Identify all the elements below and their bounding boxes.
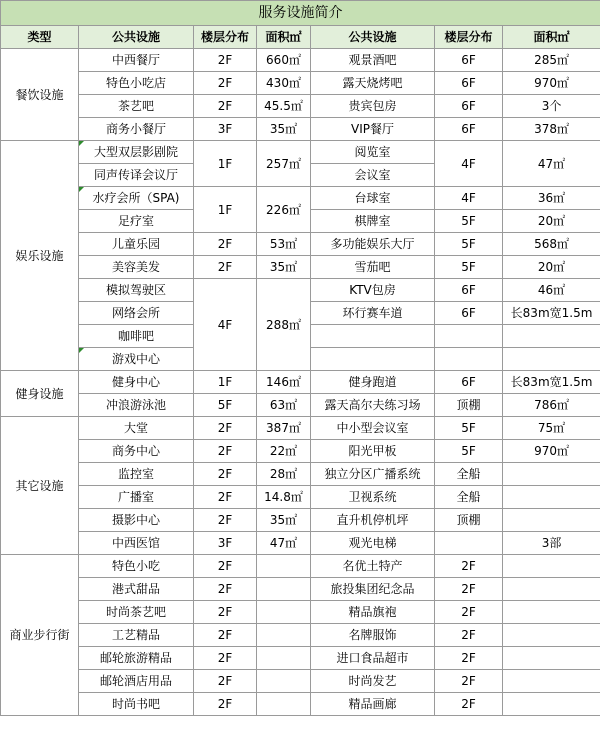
header-floor-right: 楼层分布 (435, 26, 503, 49)
floor-cell: 6F (435, 371, 503, 394)
floor-cell: 2F (194, 440, 257, 463)
area-cell (503, 509, 600, 532)
header-row (1, 26, 600, 49)
area-cell: 46㎡ (503, 279, 600, 302)
area-cell: 257㎡ (257, 141, 311, 187)
area-cell: 63㎡ (257, 394, 311, 417)
area-cell (257, 693, 311, 716)
area-cell: 36㎡ (503, 187, 600, 210)
table-row (1, 279, 600, 302)
facility-cell: 监控室 (79, 463, 194, 486)
area-cell (503, 624, 600, 647)
facility-cell: 广播室 (79, 486, 194, 509)
floor-cell: 4F (435, 141, 503, 187)
facility-cell: 进口食品超市 (311, 647, 435, 670)
facility-cell: 阅览室 (311, 141, 435, 164)
category-entertainment: 娱乐设施 (1, 141, 79, 371)
area-cell: 47㎡ (257, 532, 311, 555)
table-row (1, 532, 600, 555)
floor-cell: 5F (435, 210, 503, 233)
facility-cell: 冲浪游泳池 (79, 394, 194, 417)
facility-cell: 网络会所 (79, 302, 194, 325)
area-cell: 75㎡ (503, 417, 600, 440)
area-cell: 20㎡ (503, 210, 600, 233)
area-cell: 47㎡ (503, 141, 600, 187)
facility-cell: 水疗会所（SPA) (79, 187, 194, 210)
table-row (1, 141, 600, 164)
facility-cell (311, 325, 435, 348)
floor-cell: 2F (194, 95, 257, 118)
facility-cell: 邮轮酒店用品 (79, 670, 194, 693)
floor-cell: 1F (194, 371, 257, 394)
facility-cell: 台球室 (311, 187, 435, 210)
facility-cell: 环行赛车道 (311, 302, 435, 325)
table-row (1, 95, 600, 118)
floor-cell: 2F (194, 509, 257, 532)
floor-cell: 2F (194, 601, 257, 624)
table-row (1, 233, 600, 256)
floor-cell: 2F (194, 233, 257, 256)
floor-cell: 2F (194, 670, 257, 693)
area-cell: 14.8㎡ (257, 486, 311, 509)
facility-cell: KTV包房 (311, 279, 435, 302)
facility-cell: 棋牌室 (311, 210, 435, 233)
facility-cell: 大堂 (79, 417, 194, 440)
area-cell: 970㎡ (503, 440, 600, 463)
table-row (1, 486, 600, 509)
facility-cell: 摄影中心 (79, 509, 194, 532)
floor-cell: 5F (435, 440, 503, 463)
area-cell (257, 624, 311, 647)
area-cell (503, 693, 600, 716)
facility-cell: 时尚书吧 (79, 693, 194, 716)
floor-cell: 5F (435, 417, 503, 440)
area-cell: 568㎡ (503, 233, 600, 256)
table-row (1, 394, 600, 417)
area-cell (257, 670, 311, 693)
facility-cell: 中西医馆 (79, 532, 194, 555)
facility-cell: 足疗室 (79, 210, 194, 233)
facility-cell: 健身中心 (79, 371, 194, 394)
category-fitness: 健身设施 (1, 371, 79, 417)
table-row (1, 371, 600, 394)
floor-cell: 2F (194, 624, 257, 647)
area-cell: 660㎡ (257, 49, 311, 72)
floor-cell: 2F (435, 624, 503, 647)
table-title: 服务设施简介 (1, 1, 600, 26)
area-cell (503, 486, 600, 509)
area-cell: 146㎡ (257, 371, 311, 394)
table-row (1, 624, 600, 647)
facility-cell: 港式甜品 (79, 578, 194, 601)
header-area-left: 面积㎡ (257, 26, 311, 49)
facility-cell: 邮轮旅游精品 (79, 647, 194, 670)
facility-cell: 时尚茶艺吧 (79, 601, 194, 624)
floor-cell: 5F (435, 256, 503, 279)
facility-cell: 中西餐厅 (79, 49, 194, 72)
area-cell (503, 647, 600, 670)
table-row (1, 601, 600, 624)
area-cell (257, 601, 311, 624)
facility-cell: 卫视系统 (311, 486, 435, 509)
facility-cell: 多功能娱乐大厅 (311, 233, 435, 256)
table-row (1, 693, 600, 716)
facility-cell: 商务小餐厅 (79, 118, 194, 141)
area-cell (503, 555, 600, 578)
area-cell: 28㎡ (257, 463, 311, 486)
area-cell: 387㎡ (257, 417, 311, 440)
header-facility-right: 公共设施 (311, 26, 435, 49)
area-cell: 35㎡ (257, 509, 311, 532)
area-cell: 45.5㎡ (257, 95, 311, 118)
facility-cell: 美容美发 (79, 256, 194, 279)
area-cell: 长83m宽1.5m (503, 302, 600, 325)
facility-cell: 贵宾包房 (311, 95, 435, 118)
header-floor-left: 楼层分布 (194, 26, 257, 49)
floor-cell: 2F (435, 555, 503, 578)
facility-cell: 特色小吃店 (79, 72, 194, 95)
header-area-right: 面积㎡ (503, 26, 600, 49)
facility-cell: 雪茄吧 (311, 256, 435, 279)
floor-cell: 2F (194, 647, 257, 670)
floor-cell: 2F (435, 601, 503, 624)
floor-cell: 1F (194, 187, 257, 233)
facility-cell: 商务中心 (79, 440, 194, 463)
floor-cell: 2F (194, 463, 257, 486)
floor-cell: 6F (435, 279, 503, 302)
floor-cell: 5F (435, 233, 503, 256)
floor-cell: 2F (435, 647, 503, 670)
table-row (1, 417, 600, 440)
table-row (1, 72, 600, 95)
facility-cell: 名优土特产 (311, 555, 435, 578)
area-cell (257, 578, 311, 601)
area-cell: 35㎡ (257, 118, 311, 141)
title-row (1, 1, 600, 26)
floor-cell (435, 325, 503, 348)
area-cell (503, 463, 600, 486)
area-cell: 288㎡ (257, 279, 311, 371)
facility-cell: 工艺精品 (79, 624, 194, 647)
floor-cell: 6F (435, 302, 503, 325)
floor-cell: 2F (194, 555, 257, 578)
table-row (1, 555, 600, 578)
area-cell (503, 578, 600, 601)
facility-cell: 模拟驾驶区 (79, 279, 194, 302)
table-row (1, 49, 600, 72)
area-cell: 20㎡ (503, 256, 600, 279)
facility-cell: 直升机停机坪 (311, 509, 435, 532)
facility-cell: 时尚发艺 (311, 670, 435, 693)
floor-cell: 2F (435, 693, 503, 716)
facility-cell: 旅投集团纪念品 (311, 578, 435, 601)
floor-cell: 2F (435, 578, 503, 601)
floor-cell: 顶棚 (435, 509, 503, 532)
facility-cell: 精品画廊 (311, 693, 435, 716)
facility-cell: 观景酒吧 (311, 49, 435, 72)
floor-cell: 6F (435, 95, 503, 118)
floor-cell: 6F (435, 118, 503, 141)
area-cell: 22㎡ (257, 440, 311, 463)
facility-cell: 咖啡吧 (79, 325, 194, 348)
facility-cell: 大型双层影剧院 (79, 141, 194, 164)
facility-cell: 健身跑道 (311, 371, 435, 394)
floor-cell: 2F (194, 578, 257, 601)
table-row (1, 670, 600, 693)
facility-cell: 游戏中心 (79, 348, 194, 371)
floor-cell: 6F (435, 49, 503, 72)
floor-cell: 1F (194, 141, 257, 187)
floor-cell: 2F (435, 670, 503, 693)
facility-cell: 精品旗袍 (311, 601, 435, 624)
area-cell (503, 325, 600, 348)
table-row (1, 256, 600, 279)
table-row (1, 578, 600, 601)
floor-cell: 2F (194, 72, 257, 95)
facility-cell: 露天烧烤吧 (311, 72, 435, 95)
floor-cell: 2F (194, 417, 257, 440)
floor-cell: 全船 (435, 486, 503, 509)
area-cell: 长83m宽1.5m (503, 371, 600, 394)
floor-cell: 2F (194, 693, 257, 716)
table-row (1, 118, 600, 141)
area-cell (257, 647, 311, 670)
floor-cell: 4F (194, 279, 257, 371)
facility-cell: 露天高尔夫练习场 (311, 394, 435, 417)
facility-cell: 名牌服饰 (311, 624, 435, 647)
area-cell: 3部 (503, 532, 600, 555)
area-cell: 285㎡ (503, 49, 600, 72)
floor-cell: 3F (194, 118, 257, 141)
header-type: 类型 (1, 26, 79, 49)
area-cell: 3个 (503, 95, 600, 118)
area-cell: 226㎡ (257, 187, 311, 233)
area-cell: 35㎡ (257, 256, 311, 279)
floor-cell: 2F (194, 49, 257, 72)
area-cell: 430㎡ (257, 72, 311, 95)
floor-cell: 3F (194, 532, 257, 555)
facility-cell: 独立分区广播系统 (311, 463, 435, 486)
facility-cell: 茶艺吧 (79, 95, 194, 118)
floor-cell: 6F (435, 72, 503, 95)
facility-cell: 特色小吃 (79, 555, 194, 578)
facility-cell (311, 348, 435, 371)
area-cell: 53㎡ (257, 233, 311, 256)
facility-cell: 会议室 (311, 164, 435, 187)
area-cell: 786㎡ (503, 394, 600, 417)
table-row (1, 187, 600, 210)
category-shopping-street: 商业步行街 (1, 555, 79, 716)
table-row (1, 440, 600, 463)
category-other: 其它设施 (1, 417, 79, 555)
facility-cell: 中小型会议室 (311, 417, 435, 440)
floor-cell: 5F (194, 394, 257, 417)
area-cell: 378㎡ (503, 118, 600, 141)
floor-cell: 4F (435, 187, 503, 210)
area-cell (503, 348, 600, 371)
facility-cell: 同声传译会议厅 (79, 164, 194, 187)
area-cell (257, 555, 311, 578)
facility-cell: 阳光甲板 (311, 440, 435, 463)
floor-cell: 全船 (435, 463, 503, 486)
area-cell: 970㎡ (503, 72, 600, 95)
category-dining: 餐饮设施 (1, 49, 79, 141)
table-row (1, 647, 600, 670)
table-row (1, 509, 600, 532)
facility-cell: 观光电梯 (311, 532, 435, 555)
floor-cell: 2F (194, 256, 257, 279)
floor-cell: 顶棚 (435, 394, 503, 417)
header-facility-left: 公共设施 (79, 26, 194, 49)
floor-cell (435, 348, 503, 371)
area-cell (503, 670, 600, 693)
floor-cell: 2F (194, 486, 257, 509)
table-row (1, 463, 600, 486)
facility-cell: 儿童乐园 (79, 233, 194, 256)
area-cell (503, 601, 600, 624)
floor-cell (435, 532, 503, 555)
facility-cell: VIP餐厅 (311, 118, 435, 141)
